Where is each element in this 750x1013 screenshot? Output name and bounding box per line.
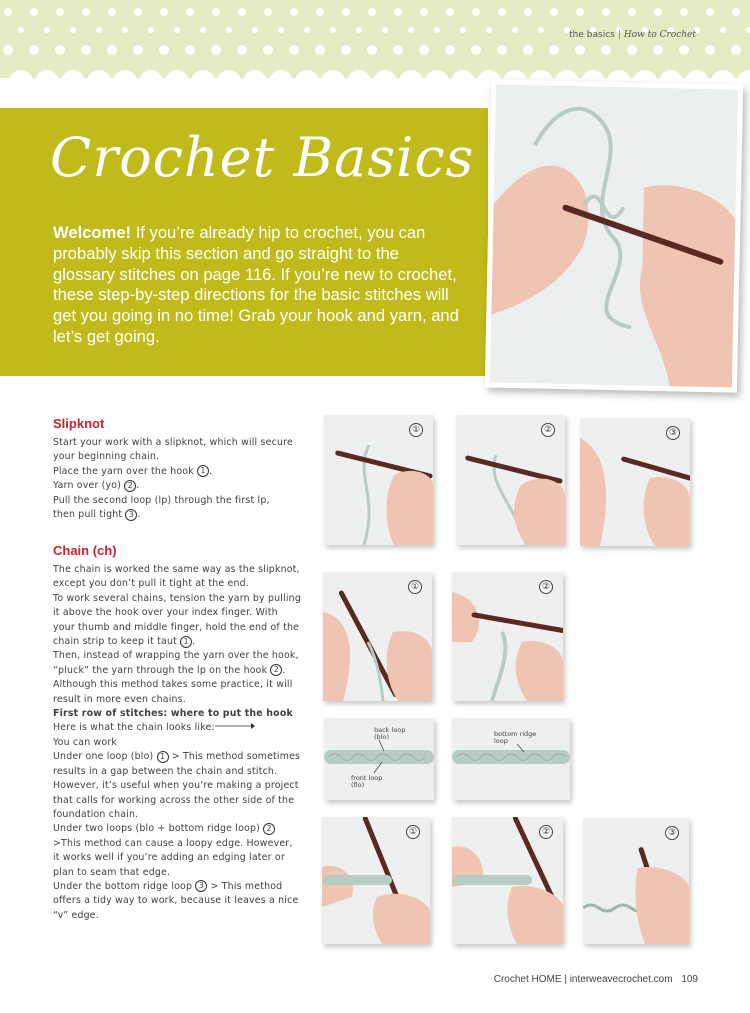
step-number-1: ① <box>408 580 422 594</box>
chain-subheading: First row of stitches: where to put the hook <box>53 708 293 720</box>
chain-p8b-text: >This method can cause a loopy edge. However, it works well if you’re adding an edging later or plan to seam that edge. <box>53 837 293 878</box>
chain-body <box>53 563 301 923</box>
footer-magazine: Crochet HOME <box>493 974 562 985</box>
slipknot-line4: Pull the second loop (lp) through the first lp, <box>53 494 270 506</box>
slipknot-line3-text: Yarn over (yo) <box>53 480 122 492</box>
chain-p2: To work several chains, tension the yarn by pulling it above the hook over your index finger. With your thumb and middle finger, hold the end of the chain strip to keep it taut 1 . <box>53 592 301 648</box>
chain-p9b-text: > This method offers a tidy way to work, because it leaves a nice “v” edge. <box>53 880 299 921</box>
chain-p1: The chain is worked the same way as the slipknot, except you don’t pull it tight at the end. <box>53 564 300 590</box>
chain-strip-photo-1 <box>324 718 434 800</box>
circled-number-3: 3 <box>195 880 207 892</box>
chain-p4: Although this method takes some practice, it will result in more even chains. <box>53 679 293 705</box>
footer-separator: | <box>564 974 567 985</box>
front-loop-text: front loop <box>351 774 383 782</box>
circled-number-3: 3 <box>125 509 137 521</box>
circled-number-1: 1 <box>157 751 169 763</box>
bottom-ridge-text-2: loop <box>494 737 508 745</box>
first-row-photo-1 <box>322 817 430 944</box>
page-title: Crochet Basics <box>50 126 475 189</box>
first-row-photo-3 <box>583 818 689 944</box>
hero-photo <box>485 79 743 392</box>
back-loop-abbr: (blo) <box>374 733 389 741</box>
step-number-3: ③ <box>665 826 679 840</box>
chain-p7b-text: > This method sometimes results in a gap between the chain and stitch. However, it’s useful when you’re making a project that calls for working across the other side of the foundation chain. <box>53 751 301 820</box>
front-loop-label <box>351 775 382 789</box>
chain-p5-text: Here is what the chain looks like: <box>53 722 215 734</box>
bottom-ridge-label <box>494 731 536 745</box>
chain-p7a-text: Under one loop (blo) <box>53 751 154 763</box>
back-loop-text: back loop <box>374 726 406 734</box>
footer-site: interweavecrochet.com <box>569 974 673 985</box>
chain-p8 <box>53 822 301 880</box>
step-number-2: ② <box>539 825 553 839</box>
slipknot-body <box>53 436 303 522</box>
chain-p5 <box>53 721 301 735</box>
step-number-1: ① <box>409 423 423 437</box>
chain-p3-text: Then, instead of wrapping the yarn over the hook, “pluck” the yarn through the lp on the hook <box>53 650 299 676</box>
running-head-section: the basics <box>569 30 615 40</box>
circled-number-1: 1 <box>197 465 209 477</box>
intro-bold: Welcome! <box>53 223 132 242</box>
chain-photo-2 <box>452 572 563 701</box>
hands-hook-illustration <box>490 84 738 387</box>
slipknot-photo-1 <box>324 415 433 545</box>
back-loop-label <box>374 727 405 741</box>
chain-p8a-text: Under two loops (blo + bottom ridge loop) <box>53 823 260 835</box>
chain-strip-photo-2 <box>452 718 570 800</box>
slipknot-line5-text: then pull tight <box>53 509 123 521</box>
circled-number-1: 1 <box>180 636 192 648</box>
slipknot-line2: Place the yarn over the hook 1 . <box>53 465 213 477</box>
step-number-1: ① <box>406 825 420 839</box>
first-row-photo-2 <box>452 817 563 944</box>
slipknot-photo-2 <box>456 415 565 545</box>
front-loop-abbr: (flo) <box>351 781 365 789</box>
chain-p2-text: To work several chains, tension the yarn by pulling it above the hook over your index finger. With your thumb and middle finger, hold the end of the chain strip to keep it taut <box>53 592 301 648</box>
slipknot-line5: then pull tight 3 . <box>53 509 141 521</box>
slipknot-photo-3 <box>580 418 690 546</box>
arrow-icon <box>215 722 255 730</box>
chain-p3: Then, instead of wrapping the yarn over the hook, “pluck” the yarn through the lp on the hook 2 . <box>53 650 299 676</box>
running-head <box>569 30 696 40</box>
bottom-ridge-text: bottom ridge <box>494 730 537 738</box>
page-footer <box>494 974 698 985</box>
chain-p9a-text: Under the bottom ridge loop <box>53 880 193 892</box>
chain-p6: You can work <box>53 736 118 748</box>
slipknot-line1: Start your work with a slipknot, which will secure your beginning chain. <box>53 437 293 463</box>
slipknot-line3: Yarn over (yo) 2 . <box>53 480 140 492</box>
slipknot-heading: Slipknot <box>53 416 105 431</box>
intro-paragraph <box>53 223 463 348</box>
running-head-title: How to Crochet <box>623 30 696 40</box>
circled-number-2: 2 <box>270 664 282 676</box>
step-number-3: ③ <box>666 426 680 440</box>
chain-heading: Chain (ch) <box>53 543 117 558</box>
chain-p9 <box>53 880 301 923</box>
step-number-2: ② <box>539 580 553 594</box>
running-head-separator: | <box>617 30 621 40</box>
chain-photo-1 <box>323 572 432 701</box>
page-number: 109 <box>681 974 698 985</box>
intro-text: If you’re already hip to crochet, you can probably skip this section and go straight to the glossary stitches on page 116. If you’re new to crochet, these step-by-step directions for the basic stitches will get you going in no time! Grab your hook and yarn, and let’s get going. <box>53 223 459 346</box>
circled-number-2: 2 <box>263 823 275 835</box>
slipknot-line2-text: Place the yarn over the hook <box>53 465 194 477</box>
chain-p7 <box>53 750 301 822</box>
circled-number-2: 2 <box>124 480 136 492</box>
step-number-2: ② <box>541 423 555 437</box>
